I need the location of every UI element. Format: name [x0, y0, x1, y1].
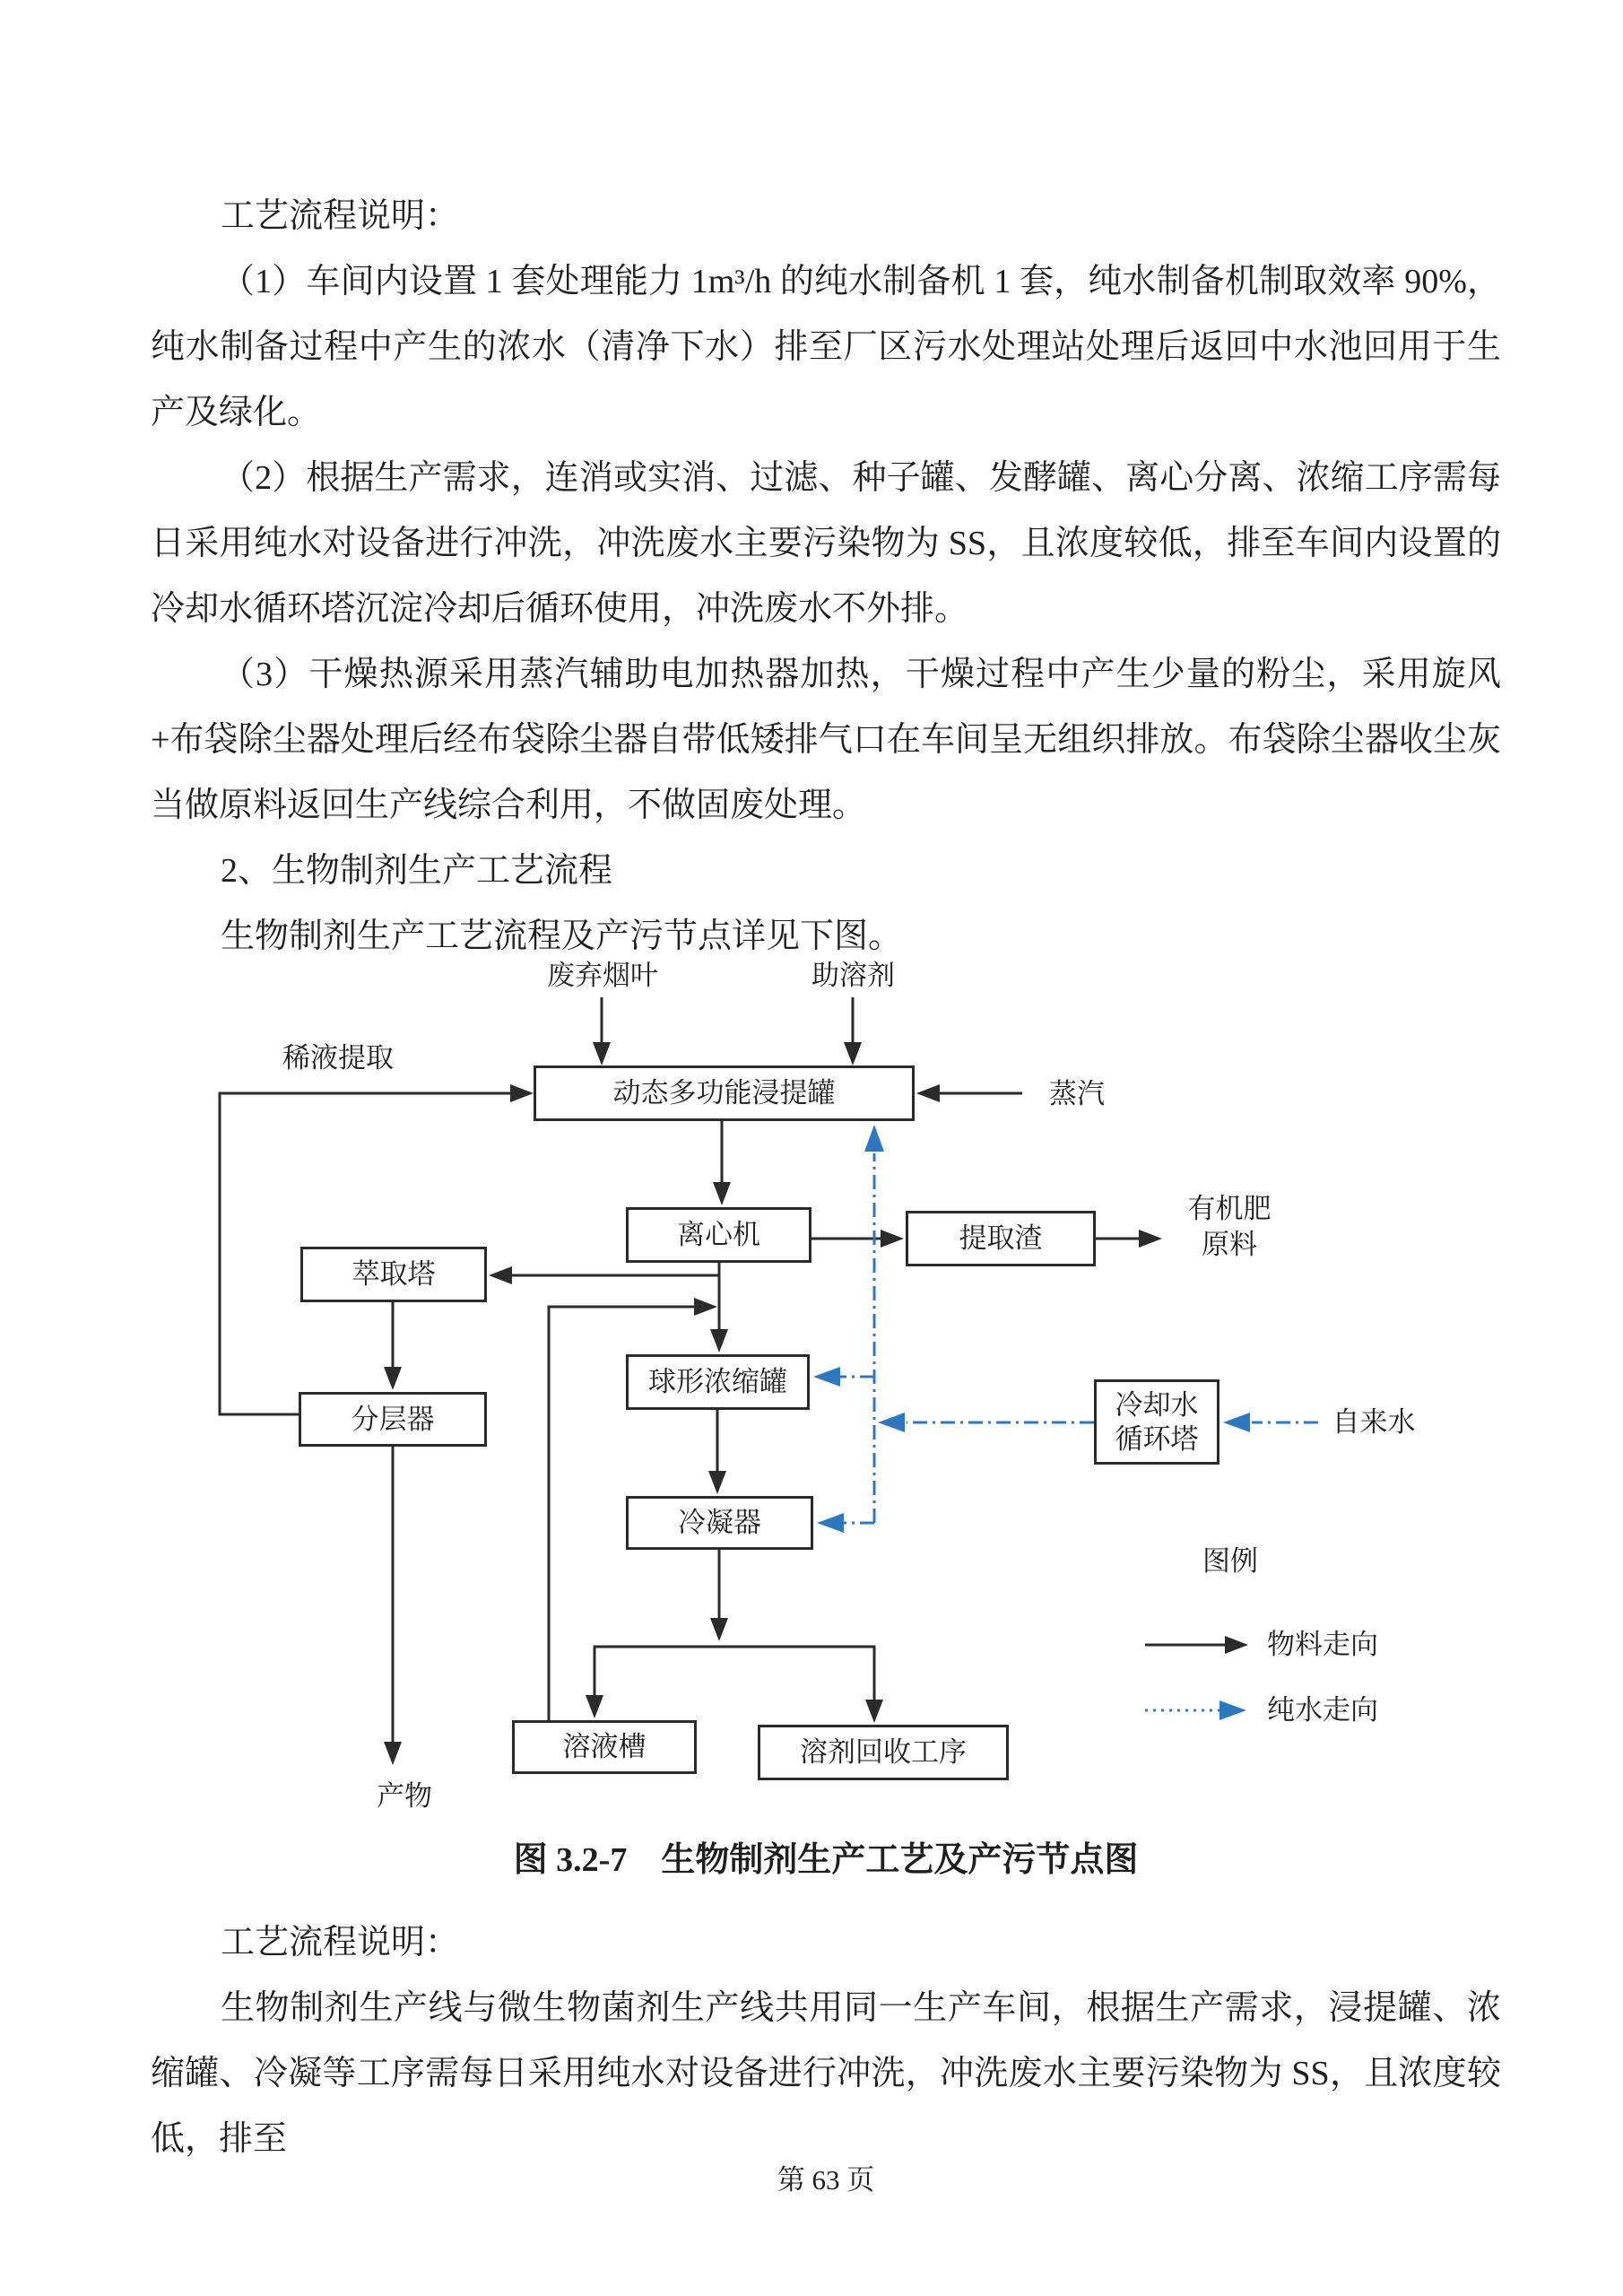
legend-title: 图例 — [1202, 1545, 1258, 1577]
node-label: 循环塔 — [1115, 1422, 1199, 1455]
node-spherical-concentrator — [626, 1354, 810, 1410]
label-organic-fertilizer — [1171, 1191, 1288, 1263]
node-extraction-residue — [906, 1211, 1096, 1266]
node-extraction-tower — [300, 1247, 487, 1302]
paragraph-4: 生物制剂生产工艺流程及产污节点详见下图。 — [221, 918, 903, 955]
node-centrifuge — [626, 1207, 812, 1263]
label-cosolvent: 助溶剂 — [812, 960, 895, 991]
label-product: 产物 — [377, 1780, 432, 1812]
upper-text-block — [151, 184, 1501, 970]
label-waste-tobacco: 废弃烟叶 — [547, 960, 658, 991]
label-line: 原料 — [1202, 1229, 1257, 1260]
figure-caption: 图 3.2-7 生物制剂生产工艺及产污节点图 — [513, 1841, 1139, 1879]
node-label: 溶液槽 — [562, 1731, 647, 1762]
node-label: 动态多功能浸提罐 — [612, 1077, 836, 1109]
node-label: 冷却水 — [1115, 1388, 1199, 1421]
label-steam: 蒸汽 — [1049, 1078, 1105, 1109]
node-label: 提取渣 — [959, 1222, 1043, 1254]
node-extraction-tank — [534, 1065, 915, 1121]
legend-pure-water-flow-label: 纯水走向 — [1267, 1694, 1378, 1726]
node-label: 球形浓缩罐 — [648, 1366, 787, 1397]
node-label: 离心机 — [677, 1219, 760, 1250]
node-label: 冷凝器 — [678, 1507, 761, 1538]
label-line: 有机肥 — [1187, 1193, 1271, 1224]
node-label: 萃取塔 — [352, 1258, 436, 1290]
node-solution-tank — [512, 1720, 697, 1774]
paragraph-5: 生物制剂生产线与微生物菌剂生产线共用同一生产车间，根据生产需求，浸提罐、浓缩罐、冷凝等工序需每日采用纯水对设备进行冲洗，冲洗废水主要污染物为 SS，且浓度较低，排至 — [151, 1989, 1501, 2158]
paragraph-3: （3）干燥热源采用蒸汽辅助电加热器加热，干燥过程中产生少量的粉尘，采用旋风+布袋除尘器处理后经布袋除尘器自带低矮排气口在车间呈无组织排放。布袋除尘器收尘灰当做原料返回生产线综合利用，不做固废处理。 — [151, 656, 1501, 824]
node-solvent-recovery — [758, 1725, 1009, 1780]
node-condenser — [626, 1496, 813, 1550]
process-description-heading: 工艺流程说明： — [221, 197, 460, 235]
node-layer-separator — [299, 1392, 487, 1447]
paragraph-1: （1）车间内设置 1 套处理能力 1m³/h 的纯水制备机 1 套，纯水制备机制取效率 90%，纯水制备过程中产生的浓水（清净下水）排至厂区污水处理站处理后返回中水池回用于生产及绿化。 — [151, 263, 1501, 431]
node-label: 溶剂回收工序 — [800, 1736, 967, 1768]
node-label: 分层器 — [351, 1403, 435, 1435]
page-number: 第 63 页 — [777, 2164, 875, 2196]
label-tap-water: 自来水 — [1332, 1406, 1416, 1438]
lower-text-block — [151, 1910, 1501, 2172]
section-heading: 2、生物制剂生产工艺流程 — [221, 852, 613, 890]
paragraph-2: （2）根据生产需求，连消或实消、过滤、种子罐、发酵罐、离心分离、浓缩工序需每日采用纯水对设备进行冲洗，冲洗废水主要污染物为 SS，且浓度较低，排至车间内设置的冷却水循环塔沉淀冷却后循环使用，冲洗废水不外排。 — [151, 459, 1501, 628]
node-cooling-water-tower — [1094, 1379, 1219, 1465]
legend-material-flow-label: 物料走向 — [1267, 1629, 1378, 1660]
process-flow-diagram — [0, 947, 1623, 1844]
label-dilute-extract: 稀液提取 — [282, 1042, 394, 1074]
process-description-heading-2: 工艺流程说明： — [221, 1924, 460, 1961]
